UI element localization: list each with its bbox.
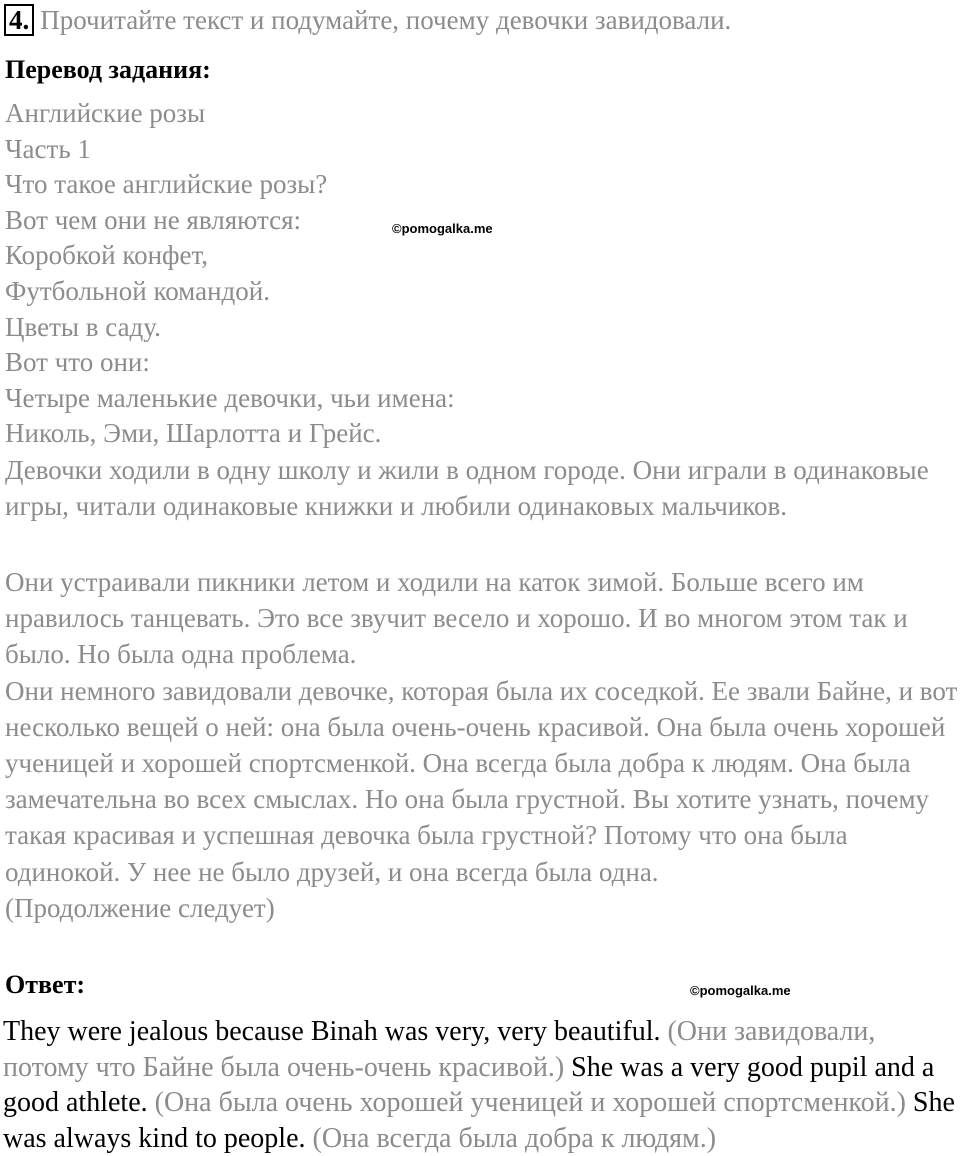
- watermark: ©pomogalka.me: [392, 221, 493, 236]
- poem-line: Вот что они:: [5, 347, 150, 378]
- poem-line: Николь, Эми, Шарлотта и Грейс.: [5, 418, 382, 449]
- poem-line: Цветы в саду.: [5, 311, 161, 342]
- poem: [5, 96, 455, 452]
- poem-line: Английские розы: [5, 98, 206, 128]
- paragraph-2-part: Они устраивали пикники летом и ходили на каток зимой. Больше всего им нравилось танцевать. Это все звучит весело и хорошо. И во многом этом так и было. Но была одна проблема.: [5, 567, 908, 670]
- poem-line: Часть 1: [5, 133, 91, 164]
- paragraph-1: Девочки ходили в одну школу и жили в одном городе. Они играли в одинаковые игры, читали одинаковые книжки и любили одинаковых мальчиков.: [5, 455, 929, 521]
- poem-line: Вот чем они не являются:: [5, 204, 301, 235]
- answer-english: She was always kind to people.: [3, 1087, 955, 1154]
- answer-russian: (Она была очень хорошей ученицей и хорошей спортсменкой.): [154, 1087, 906, 1118]
- paragraph-2-part: (Продолжение следует): [5, 892, 275, 923]
- paragraph-2-part: Они немного завидовали девочке, которая была их соседкой. Ее звали Байне, и вот несколько вещей о ней: она была очень-очень красивой. Она была очень хорошей ученицей и хорошей спортсменкой. Она всегда была добра к людям. Она была замечательна во всех смыслах. Но она была грустной. Вы хотите узнать, почему такая красивая и успешная девочка была грустной? Потому что она была одинокой. У нее не было друзей, и она всегда была одна.: [5, 675, 958, 887]
- answer-text: [3, 1014, 960, 1156]
- poem-line: Что такое английские розы?: [5, 169, 328, 200]
- answer-russian: (Она всегда была добра к людям.): [312, 1122, 717, 1154]
- answer-heading: Ответ:: [5, 970, 86, 999]
- poem-line: Четыре маленькие девочки, чьи имена:: [5, 382, 455, 413]
- paragraph-2: [5, 564, 960, 926]
- translation-heading: Перевод задания:: [5, 55, 211, 84]
- task-number: 4.: [4, 4, 34, 36]
- answer-english: She was a very good pupil and a good athlete.: [3, 1051, 935, 1118]
- watermark: ©pomogalka.me: [690, 983, 791, 998]
- answer-russian: (Они завидовали, потому что Байне была очень-очень красивой.): [3, 1016, 876, 1083]
- answer-english: They were jealous because Binah was very, very beautiful.: [3, 1016, 661, 1047]
- task-instruction: [4, 2, 731, 38]
- poem-line: Футбольной командой.: [5, 275, 270, 306]
- poem-line: Коробкой конфет,: [5, 240, 209, 271]
- task-text: Прочитайте текст и подумайте, почему девочки завидовали.: [40, 5, 732, 35]
